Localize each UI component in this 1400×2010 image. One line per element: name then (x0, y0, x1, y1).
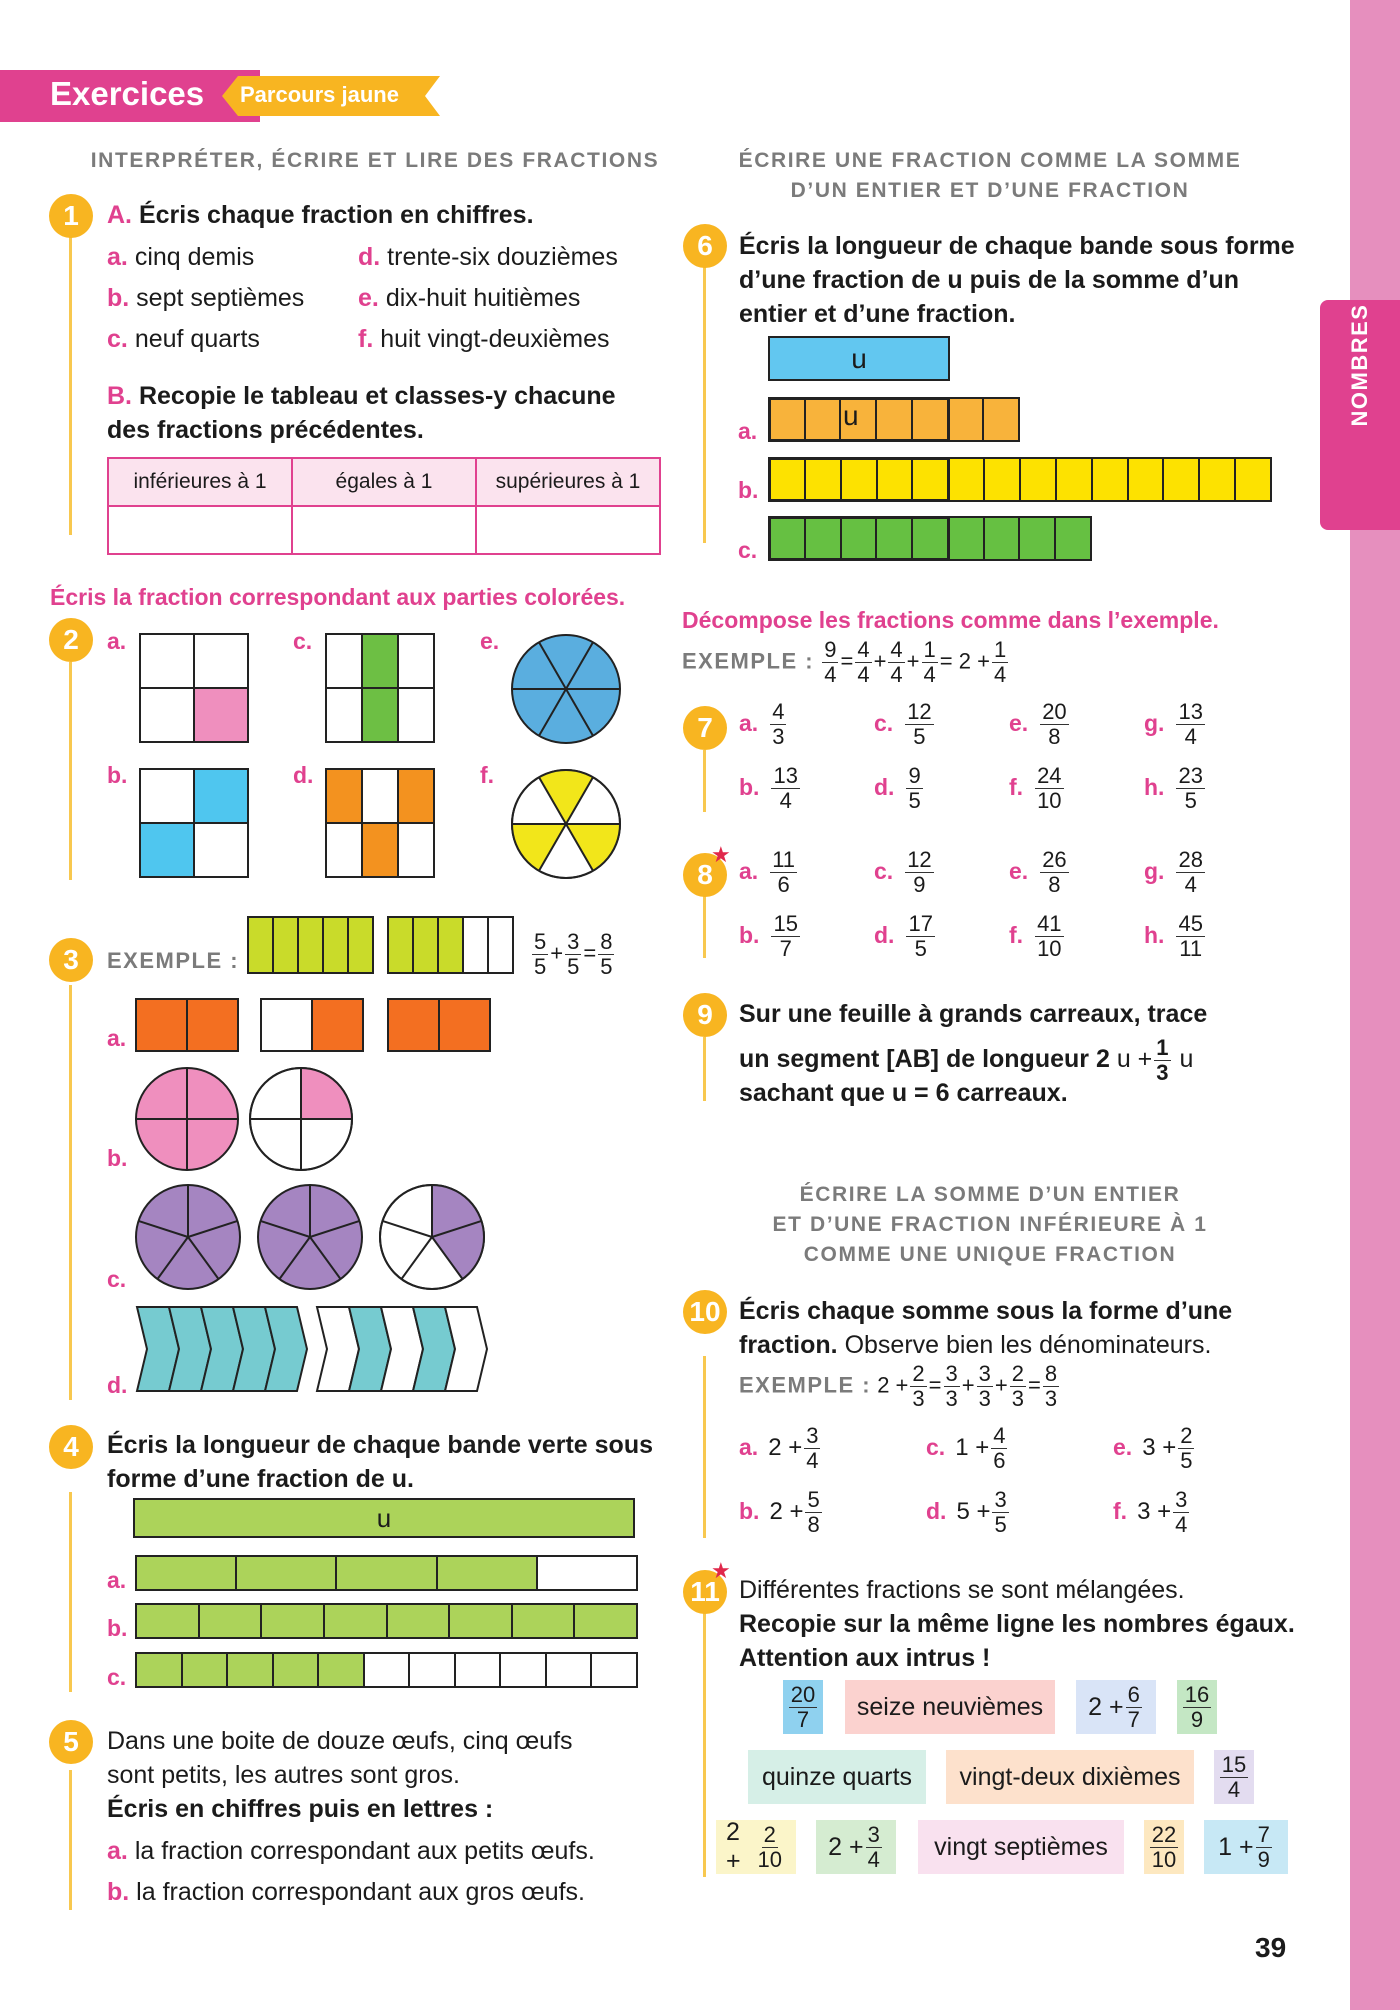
ex1-item: d. trente-six douzièmes (358, 243, 618, 271)
exercise-number: 11 (683, 1570, 727, 1614)
item-label: a. (107, 1025, 127, 1051)
item-label: a. (107, 628, 127, 654)
fraction-item: c. $\frac{12}{9}$ (874, 847, 932, 897)
fraction-item: d. $\frac{17}{5}$ (874, 911, 933, 961)
ex1-item: b. sept septièmes (107, 284, 305, 312)
exercise-rule (69, 1492, 72, 1692)
classification-table (107, 457, 661, 555)
fraction-item: g. $\frac{28}{4}$ (1144, 847, 1203, 897)
fraction-item: d. $\frac{9}{5}$ (874, 763, 921, 813)
ex5-item: b. la fraction correspondant aux gros œufs. (107, 1878, 585, 1906)
exercise-rule (69, 1770, 72, 1910)
fraction-item: c. 1 + $\frac{4}{6}$ (926, 1423, 1006, 1473)
section-title: INTERPRÉTER, ÉCRIRE ET LIRE DES FRACTIONS (90, 149, 660, 172)
exercise-number: 9 (683, 993, 727, 1037)
exercise-number: 7 (683, 706, 727, 750)
mix-tag: 2 + $\frac{2}{10}$ (716, 1820, 796, 1874)
item-label: b. (738, 477, 759, 503)
ex1-part-b-title: B. Recopie le tableau et classes-y chacune (107, 382, 616, 410)
exercise-rule (703, 750, 706, 812)
header-badge: Parcours jaune (240, 82, 399, 107)
ex4-text: Écris la longueur de chaque bande verte sous (107, 1431, 653, 1459)
side-tab[interactable] (1320, 300, 1400, 530)
ex6-text: entier et d’une fraction. (739, 300, 1016, 328)
unit-bar (768, 336, 950, 381)
fraction-item: f. $\frac{41}{10}$ (1009, 911, 1062, 961)
ex7-example: EXEMPLE : $\frac{9}{4}$ = $\frac{4}{4}$ + $\frac{4}{4}$ + $\frac{1}{4}$ = 2 + $\frac{1}{4}$ (682, 637, 1007, 687)
example-bar (247, 916, 374, 974)
mix-tag: 1 + $\frac{7}{9}$ (1204, 1820, 1288, 1874)
ex4-text: forme d’une fraction de u. (107, 1465, 414, 1493)
unit-label: u (376, 1502, 392, 1533)
section-title: ÉCRIRE LA SOMME D’UN ENTIER ET D’UNE FRACTION INFÉRIEURE À 1 COMME UNE UNIQUE FRACTION (772, 1183, 1208, 1266)
fraction-item: e. $\frac{20}{8}$ (1009, 699, 1067, 749)
exercise-rule (703, 1356, 706, 1538)
figure-3c-circle (256, 1183, 364, 1291)
figure-2a (139, 633, 249, 743)
item-label: c. (107, 1266, 127, 1292)
exercise-number: 2 (49, 618, 93, 662)
mix-tag: $\frac{22}{10}$ (1144, 1820, 1184, 1874)
exercise-number: 5 (49, 1720, 93, 1764)
ex11-text: Différentes fractions se sont mélangées. (739, 1576, 1185, 1604)
fraction-item: h. $\frac{23}{5}$ (1144, 763, 1203, 813)
item-label: c. (293, 628, 313, 654)
figure-bar (387, 998, 491, 1052)
exercise-number: 4 (49, 1425, 93, 1469)
figure-2c (325, 633, 435, 743)
fraction-item: b. $\frac{13}{4}$ (739, 763, 798, 813)
fraction-item: f. $\frac{24}{10}$ (1009, 763, 1062, 813)
item-label: d. (107, 1372, 128, 1398)
ex1-item: a. cinq demis (107, 243, 255, 271)
star-icon: ★ (711, 1558, 731, 1583)
fraction-item: a. $\frac{11}{6}$ (739, 847, 796, 897)
figure-bar (135, 1555, 638, 1591)
ex1-part-b-title: des fractions précédentes. (107, 416, 424, 444)
instruction: Écris la fraction correspondant aux parties colorées. (50, 584, 626, 610)
figure-3c-circle (134, 1183, 242, 1291)
mix-tag: vingt septièmes (918, 1820, 1124, 1874)
ex5-item: a. la fraction correspondant aux petits œufs. (107, 1837, 595, 1865)
side-tab-label: NOMBRES (1347, 303, 1372, 427)
example-equation: $\frac{5}{5}$ + $\frac{3}{5}$ = $\frac{8}{5}$ (534, 929, 613, 979)
figure-3d-chevrons (135, 1305, 495, 1395)
ex6-text: d’une fraction de u puis de la somme d’un (739, 266, 1240, 294)
item-label: b. (107, 762, 128, 788)
unit-outline (768, 457, 950, 502)
ex5-text: sont petits, les autres sont gros. (107, 1761, 460, 1789)
ex1-part-a-title: A. Écris chaque fraction en chiffres. (107, 201, 534, 229)
unit-label: u (843, 400, 859, 431)
item-label: a. (107, 1567, 127, 1593)
exercise-rule (703, 1612, 706, 1877)
item-label: b. (107, 1145, 128, 1171)
exercise-rule (703, 265, 706, 543)
mix-tag: 2 + $\frac{6}{7}$ (1076, 1680, 1156, 1734)
table-cell (292, 506, 476, 554)
figure-3c-circle (378, 1183, 486, 1291)
figure-3b-circle (134, 1066, 240, 1172)
ex10-example: EXEMPLE : 2 + $\frac{2}{3}$ = $\frac{3}{3}$ + $\frac{3}{3}$ + $\frac{2}{3}$ = $\frac{8}{3}$ (739, 1361, 1058, 1411)
fraction-item: e. 3 + $\frac{2}{5}$ (1113, 1423, 1193, 1473)
fraction-item: e. $\frac{26}{8}$ (1009, 847, 1067, 897)
exercise-rule (69, 985, 72, 1400)
star-icon: ★ (711, 842, 731, 867)
exercise-number: 6 (683, 224, 727, 268)
figure-bar (135, 998, 239, 1052)
mix-tag: $\frac{16}{9}$ (1177, 1680, 1217, 1734)
exercise-rule (703, 1037, 706, 1101)
mix-tag: quinze quarts (748, 1750, 926, 1804)
item-label: c. (107, 1664, 127, 1690)
figure-bar (260, 998, 364, 1052)
exercise-rule (69, 225, 72, 535)
fraction-item: h. $\frac{45}{11}$ (1144, 911, 1203, 961)
unit-bar (133, 1498, 635, 1538)
fraction-item: a. $\frac{4}{3}$ (739, 699, 785, 749)
exercise-number: 1 (49, 194, 93, 238)
figure-3b-circle (248, 1066, 354, 1172)
ex1-item: f. huit vingt-deuxièmes (358, 325, 610, 353)
ex1-item: c. neuf quarts (107, 325, 260, 353)
fraction-item: d. 5 + $\frac{3}{5}$ (926, 1487, 1007, 1537)
ex9-text: sachant que u = 6 carreaux. (739, 1079, 1068, 1107)
figure-bar (135, 1652, 638, 1688)
fraction-item: a. 2 + $\frac{3}{4}$ (739, 1423, 819, 1473)
item-label: b. (107, 1615, 128, 1641)
fraction-item: f. 3 + $\frac{3}{4}$ (1113, 1487, 1188, 1537)
item-label: e. (480, 628, 500, 654)
unit-outline (768, 397, 950, 442)
ex1-item: e. dix-huit huitièmes (358, 284, 581, 312)
example-label: EXEMPLE : (107, 948, 240, 973)
table-cell (108, 506, 292, 554)
fraction-item: g. $\frac{13}{4}$ (1144, 699, 1203, 749)
item-label: d. (293, 762, 314, 788)
ex5-text: Dans une boite de douze œufs, cinq œufs (107, 1727, 573, 1755)
ex9-text: un segment [AB] de longueur 2 u + $\frac{1}{3}$ u (739, 1035, 1194, 1085)
fraction-item: b. $\frac{15}{7}$ (739, 911, 798, 961)
table-header: inférieures à 1 (108, 458, 292, 506)
figure-2e (510, 633, 622, 745)
mix-tag: $\frac{20}{7}$ (783, 1680, 823, 1734)
item-label: c. (738, 537, 758, 563)
exercise-number: 8 (683, 853, 727, 897)
mix-tag: $\frac{15}{4}$ (1214, 1750, 1254, 1804)
exercise-number: 3 (49, 938, 93, 982)
table-header: supérieures à 1 (476, 458, 660, 506)
ex5-text: Écris en chiffres puis en lettres : (107, 1795, 494, 1823)
figure-2f (510, 768, 622, 880)
figure-2d (325, 768, 435, 878)
unit-label: u (851, 342, 867, 374)
ex9-text: Sur une feuille à grands carreaux, trace (739, 1000, 1208, 1028)
page-number: 39 (1255, 1932, 1287, 1963)
item-label: a. (738, 418, 758, 444)
mix-tag: seize neuvièmes (845, 1680, 1055, 1734)
ex10-text: fraction. Observe bien les dénominateurs. (739, 1331, 1212, 1359)
fraction-item: c. $\frac{12}{5}$ (874, 699, 932, 749)
mix-tag: 2 + $\frac{3}{4}$ (816, 1820, 896, 1874)
mix-tag: vingt-deux dixièmes (946, 1750, 1194, 1804)
fraction-item: b. 2 + $\frac{5}{8}$ (739, 1487, 820, 1537)
instruction: Décompose les fractions comme dans l’exemple. (682, 607, 1219, 633)
item-label: f. (480, 762, 495, 788)
ex10-text: Écris chaque somme sous la forme d’une (739, 1297, 1233, 1325)
section-title: ÉCRIRE UNE FRACTION COMME LA SOMME D’UN ENTIER ET D’UNE FRACTION (738, 149, 1242, 202)
ex11-text: Recopie sur la même ligne les nombres égaux. (739, 1610, 1295, 1638)
figure-2b (139, 768, 249, 878)
exercise-rule (703, 896, 706, 958)
header-title: Exercices (50, 75, 205, 112)
ex11-text: Attention aux intrus ! (739, 1644, 991, 1672)
figure-bar (135, 1603, 638, 1639)
table-header: égales à 1 (292, 458, 476, 506)
example-bar (387, 916, 514, 974)
ex6-text: Écris la longueur de chaque bande sous forme (739, 232, 1295, 260)
table-cell (476, 506, 660, 554)
exercise-rule (69, 662, 72, 880)
exercise-number: 10 (683, 1290, 727, 1334)
unit-outline (768, 516, 950, 561)
